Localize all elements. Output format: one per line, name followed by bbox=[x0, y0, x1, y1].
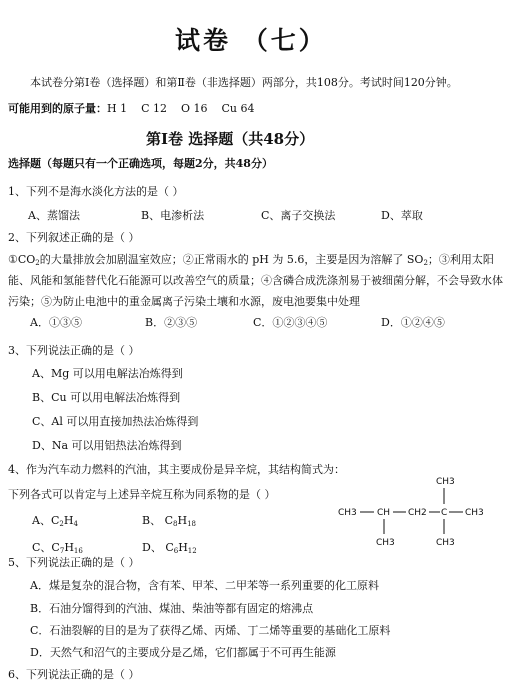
q2-body-2: 的大量排放会加剧温室效应；②正常雨水的 pH 为 5.6，主要是因为溶解了 SO bbox=[39, 253, 424, 266]
struct-ch-center: CH bbox=[377, 508, 391, 518]
atomic-mass-line bbox=[8, 102, 254, 116]
question-6-stem: 6、下列说法正确的是（ ） bbox=[8, 668, 140, 681]
question-4-stem: 4、作为汽车动力燃料的汽油，其主要成份是异辛烷，其结构简式为： bbox=[8, 463, 345, 476]
q1-option-b: B、电渗析法 bbox=[141, 209, 205, 222]
struct-ch3-bottom-2: CH3 bbox=[436, 538, 455, 548]
q2-option-c: C．①②③④⑤ bbox=[253, 316, 328, 329]
q1-option-c: C、离子交换法 bbox=[261, 209, 336, 222]
struct-ch3-top: CH3 bbox=[436, 477, 455, 487]
struct-ch2: CH2 bbox=[408, 508, 427, 518]
struct-ch3-right: CH3 bbox=[465, 508, 484, 518]
exam-intro: 本试卷分第Ⅰ卷（选择题）和第Ⅱ卷（非选择题）两部分，共108分。考试时间120分钟。 bbox=[30, 76, 458, 89]
section-title: 第Ⅰ卷 选择题（共48分） bbox=[146, 130, 315, 148]
question-2-body bbox=[8, 249, 508, 312]
q4-option-c: C、$C_7H_{16}$ bbox=[32, 541, 83, 555]
q5-option-a: A．煤是复杂的混合物，含有苯、甲苯、二甲苯等一系列重要的化工原料 bbox=[30, 579, 379, 592]
q2-option-d: D．①②④⑤ bbox=[381, 316, 445, 329]
q2-option-a: A．①③⑤ bbox=[30, 316, 82, 329]
q3-option-b: B、Cu 可以用电解法冶炼得到 bbox=[32, 391, 181, 404]
q1-option-d: D、萃取 bbox=[381, 209, 423, 222]
page-title: 试卷 （七） bbox=[175, 26, 327, 55]
q5-option-d: D．天然气和沼气的主要成分是乙烯，它们都属于不可再生能源 bbox=[30, 646, 336, 659]
q4-option-b: B、 $C_8H_{18}$ bbox=[142, 514, 196, 528]
question-3-stem: 3、下列说法正确的是（ ） bbox=[8, 344, 140, 357]
question-5-stem: 5、下列说法正确的是（ ） bbox=[8, 556, 140, 569]
q2-body-2-sub: 2 bbox=[423, 259, 428, 267]
q3-option-d: D、Na 可以用铝热法冶炼得到 bbox=[32, 439, 182, 452]
q2-body-1-sub: 2 bbox=[35, 259, 40, 267]
atomic-mass-values: H 1 C 12 O 16 Cu 64 bbox=[107, 102, 255, 115]
question-4-stem-2: 下列各式可以肯定与上述异辛烷互称为同系物的是（ ） bbox=[8, 488, 276, 501]
isooctane-structure bbox=[336, 470, 506, 552]
struct-ch3-bottom-1: CH3 bbox=[376, 538, 395, 548]
section-instructions: 选择题（每题只有一个正确选项，每题2分，共48分） bbox=[8, 157, 273, 170]
question-2-stem: 2、下列叙述正确的是（ ） bbox=[8, 231, 140, 244]
q2-option-b: B．②③⑤ bbox=[145, 316, 198, 329]
question-1-stem: 1、下列不是海水淡化方法的是（ ） bbox=[8, 185, 184, 198]
q2-body-1: ①CO bbox=[8, 253, 36, 266]
q4-option-d: D、 $C_6H_{12}$ bbox=[142, 541, 197, 555]
q5-option-b: B．石油分馏得到的汽油、煤油、柴油等都有固定的熔沸点 bbox=[30, 602, 314, 615]
q4-option-a: A、$C_2H_4$ bbox=[32, 514, 78, 528]
q2-body-3: ；③利用太阳能、风能和氢能替代化石能源可以改善空气的质量；④含磷合成洗涤剂易于被细菌分解，不会导致水体污染；⑤为防止电池中的重金属离子污染土壤和水源，废电池要集中处理 bbox=[8, 253, 503, 308]
atomic-mass-label: 可能用到的原子量： bbox=[8, 102, 107, 115]
q5-option-c: C．石油裂解的目的是为了获得乙烯、丙烯、丁二烯等重要的基础化工原料 bbox=[30, 624, 391, 637]
q3-option-a: A、Mg 可以用电解法冶炼得到 bbox=[32, 367, 183, 380]
struct-c-quaternary: C bbox=[441, 508, 448, 518]
struct-ch3-left: CH3 bbox=[338, 508, 357, 518]
q3-option-c: C、Al 可以用直接加热法冶炼得到 bbox=[32, 415, 199, 428]
q1-option-a: A、蒸馏法 bbox=[28, 209, 80, 222]
